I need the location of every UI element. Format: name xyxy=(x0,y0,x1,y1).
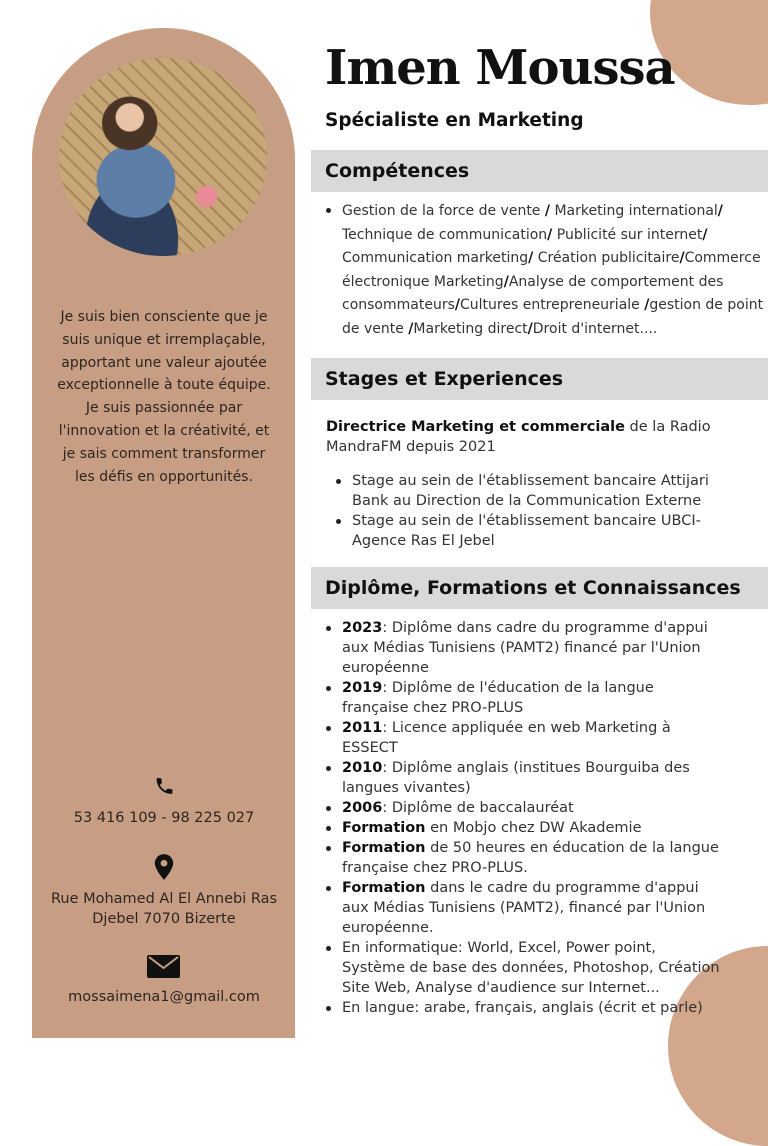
skill: gestion de point de vente xyxy=(342,297,764,337)
skill: Publicité sur internet xyxy=(552,226,703,243)
skill: Marketing direct xyxy=(413,320,528,337)
list-item: 2023: Diplôme dans cadre du programme d'appui aux Médias Tunisiens (PAMT2) financé par l'Union européenne xyxy=(326,618,721,678)
skills-list-item: Gestion de la force de vente / Marketing international/ Technique de communication/ Publicité sur internet/ Communication marketing/ Création publicitaire/Commerce électronique Marketing/Analyse de comportement des consommateurs/Cultures entrepreneuriale /gestion de point de vente /Marketing direct/Droit d'internet.... xyxy=(326,200,766,341)
education-list xyxy=(326,618,721,1018)
skill: Droit d'internet.... xyxy=(532,320,658,337)
envelope-icon xyxy=(147,955,180,978)
internship-list xyxy=(336,471,736,551)
list-item: En langue: arabe, français, anglais (écrit et parle) xyxy=(326,998,721,1018)
list-item: 2011: Licence appliquée en web Marketing à ESSECT xyxy=(326,718,721,758)
skills-section-title: Compétences xyxy=(311,150,768,192)
list-item: Formation dans le cadre du programme d'appui aux Médias Tunisiens (PAMT2), financé par l'Union européenne. xyxy=(326,878,721,938)
job-title: Spécialiste en Marketing xyxy=(325,110,584,131)
list-item: 2019: Diplôme de l'éducation de la langue française chez PRO-PLUS xyxy=(326,678,721,718)
position-details: de la Radio MandraFM depuis 2021 xyxy=(326,419,711,455)
list-item: Formation en Mobjo chez DW Akademie xyxy=(326,818,721,838)
skill: Technique de communication xyxy=(342,226,548,243)
full-name: Imen Moussa xyxy=(325,40,675,96)
position-title: Directrice Marketing et commerciale xyxy=(326,419,625,435)
address: Rue Mohamed Al El Annebi Ras Djebel 7070 Bizerte xyxy=(50,891,278,927)
list-item: Stage au sein de l'établissement bancaire UBCI-Agence Ras El Jebel xyxy=(336,511,736,551)
skills-list xyxy=(326,200,766,341)
phone-icon xyxy=(154,774,175,798)
location-pin-icon xyxy=(153,853,175,881)
list-item: Stage au sein de l'établissement bancaire Attijari Bank au Direction de la Communication Externe xyxy=(336,471,736,511)
experience-section-title: Stages et Experiences xyxy=(311,358,768,400)
skill: Marketing international xyxy=(550,203,718,219)
list-item: En informatique: World, Excel, Power point, Système de base des données, Photoshop, Création Site Web, Analyse d'audience sur Internet... xyxy=(326,938,721,998)
skill: Analyse de comportement des consommateurs xyxy=(342,273,724,313)
skill: Gestion de la force de vente xyxy=(342,203,545,219)
phone-number[interactable]: 53 416 109 - 98 225 027 xyxy=(73,810,255,826)
about-text: Je suis bien consciente que je suis unique et irremplaçable, apportant une valeur ajoutée exceptionnelle à toute équipe. Je suis passionnée par l'innovation et la créativité, et je sais comment transformer les défis en opportunités. xyxy=(57,309,271,485)
profile-photo xyxy=(59,58,267,256)
list-item: 2006: Diplôme de baccalauréat xyxy=(326,798,721,818)
skill: Cultures entrepreneuriale xyxy=(460,297,645,313)
skill: Commerce électronique Marketing xyxy=(342,250,761,290)
skill: Communication marketing xyxy=(342,250,529,266)
list-item: 2010: Diplôme anglais (institues Bourguiba des langues vivantes) xyxy=(326,758,721,798)
list-item: Formation de 50 heures en éducation de la langue française chez PRO-PLUS. xyxy=(326,838,721,878)
skill: Création publicitaire xyxy=(533,250,680,266)
current-position xyxy=(326,417,746,457)
email-address[interactable]: mossaimena1@gmail.com xyxy=(68,989,260,1005)
education-section-title: Diplôme, Formations et Connaissances xyxy=(311,567,768,609)
